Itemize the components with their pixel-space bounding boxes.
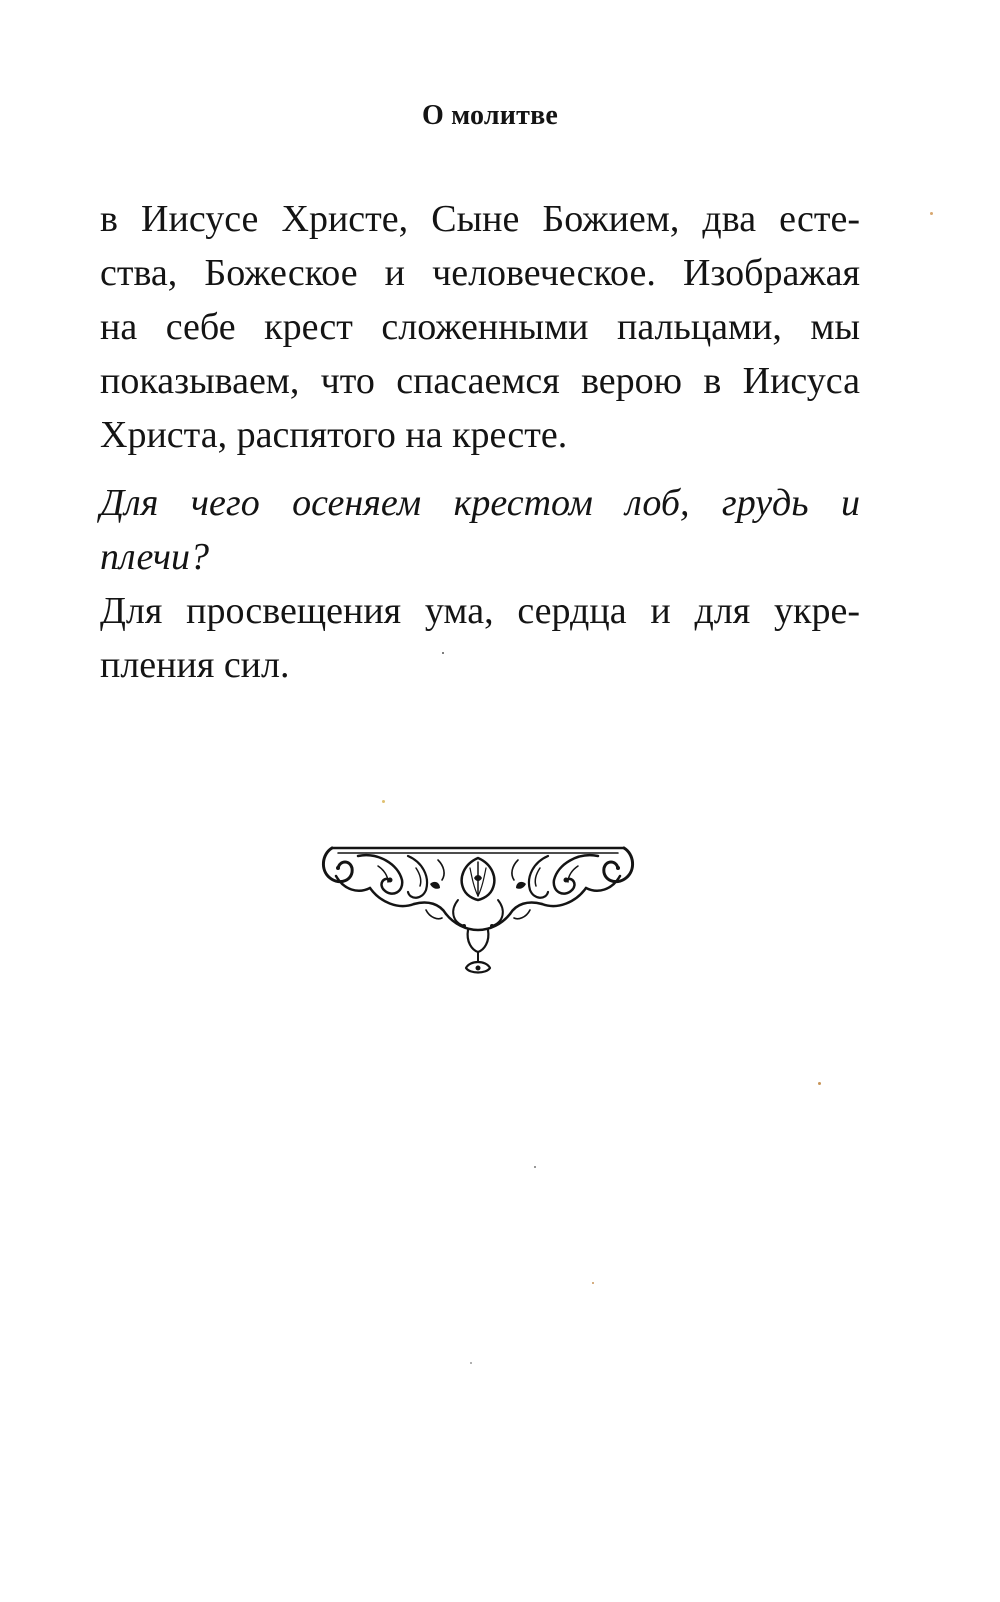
text-line: на себе крест сложенными пальцами, мы bbox=[100, 306, 860, 348]
question-line: Для чего осеняем крестом лоб, грудь и bbox=[100, 482, 860, 524]
running-title: О молитве bbox=[421, 100, 559, 131]
body-text bbox=[100, 192, 860, 692]
text-line: ства, Божеское и человеческое. Изображая bbox=[100, 252, 860, 294]
paper-speck bbox=[818, 1082, 821, 1085]
baroque-tailpiece-ornament-icon bbox=[318, 840, 638, 980]
paper-speck bbox=[382, 800, 385, 803]
paper-speck bbox=[534, 1166, 536, 1168]
catechism-answer bbox=[100, 584, 860, 692]
answer-line: Для просвещения ума, сердца и для укре- bbox=[100, 590, 860, 632]
paper-speck bbox=[592, 1282, 594, 1284]
question-line: плечи? bbox=[100, 536, 210, 578]
paper-speck bbox=[470, 1362, 472, 1364]
answer-line: пления сил. bbox=[100, 644, 290, 686]
text-line: в Иисусе Христе, Сыне Божием, два есте- bbox=[100, 198, 860, 240]
catechism-question bbox=[100, 476, 860, 584]
paragraph-1 bbox=[100, 192, 860, 462]
text-line: Христа, распятого на кресте. bbox=[100, 414, 568, 456]
text-line: показываем, что спасаемся верою в Иисуса bbox=[100, 360, 860, 402]
paper-speck bbox=[930, 212, 933, 215]
paper-speck bbox=[442, 652, 444, 654]
